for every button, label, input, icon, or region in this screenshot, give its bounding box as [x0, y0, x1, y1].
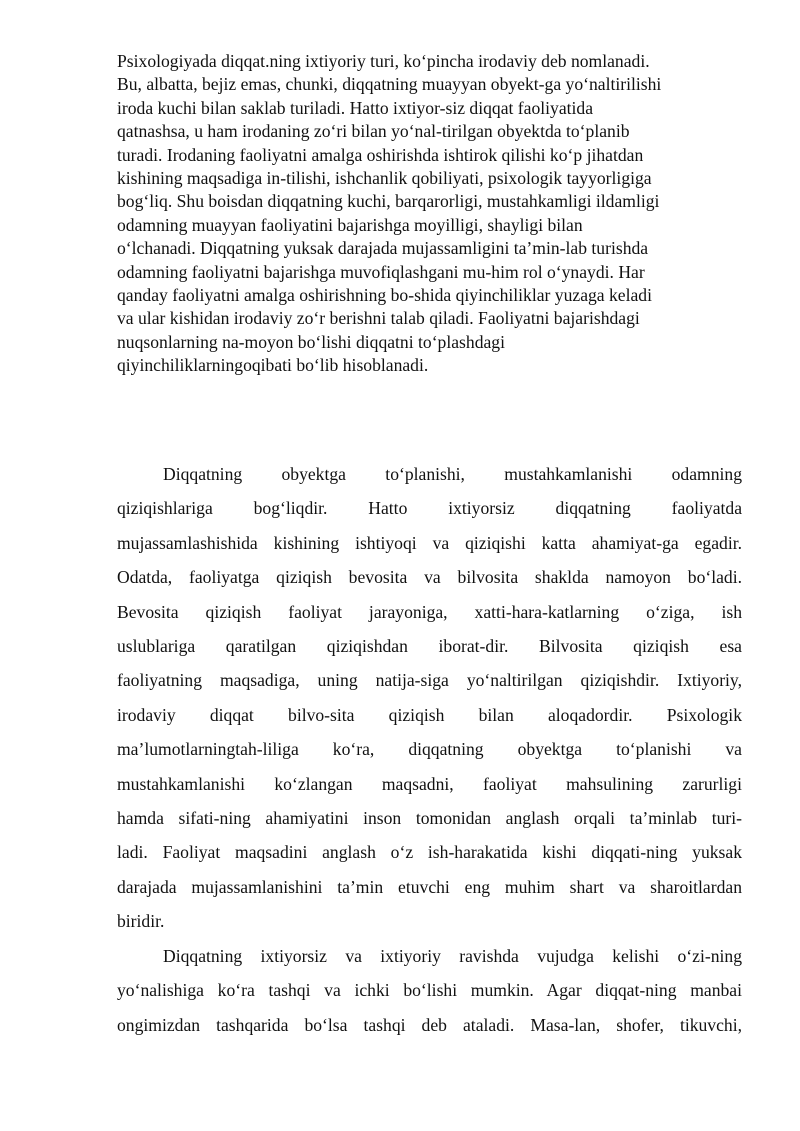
text-line: odamning faoliyatni bajarishga muvofiqlashgani mu-him rol o‘ynaydi. Har — [117, 261, 645, 282]
text-line: biridir. — [117, 911, 165, 932]
text-line: faoliyatning maqsadiga, uning natija-siga yo‘naltirilgan qiziqishdir. Ixtiyoriy, — [117, 670, 742, 691]
text-line: Diqqatning obyektga to‘planishi, mustahkamlanishi odamning — [163, 464, 742, 484]
text-line: qiyinchiliklarningoqibati bo‘lib hisoblanadi. — [117, 355, 429, 376]
paragraph-3 — [117, 939, 742, 1042]
text-line: Diqqatning ixtiyorsiz va ixtiyoriy ravishda vujudga kelishi o‘zi-ning — [163, 946, 742, 966]
text-line: ongimizdan tashqarida bo‘lsa tashqi deb ataladi. Masa-lan, shofer, tikuvchi, — [117, 1014, 742, 1035]
text-line: Bu, albatta, bejiz emas, chunki, diqqatning muayyan obyekt-ga yo‘naltirilishi — [117, 74, 662, 95]
text-line: Bevosita qiziqish faoliyat jarayoniga, xatti-hara-katlarning o‘ziga, ish — [117, 601, 742, 622]
text-line: ladi. Faoliyat maqsadini anglash o‘z ish-harakatida kishi diqqati-ning yuksak — [117, 842, 742, 863]
text-line: mustahkamlanishi ko‘zlangan maqsadni, faoliyat mahsulining zarurligi — [117, 773, 742, 794]
text-line: darajada mujassamlanishini ta’min etuvchi eng muhim shart va sharoitlardan — [117, 876, 742, 897]
text-line: bog‘liq. Shu boisdan diqqatning kuchi, barqarorligi, mustahkamligi ildamligi — [117, 191, 660, 212]
text-line: va ular kishidan irodaviy zo‘r berishni talab qiladi. Faoliyatni bajarishdagi — [117, 308, 640, 329]
text-line: odamning muayyan faoliyatini bajarishga moyilligi, shayligi bilan — [117, 214, 583, 235]
text-line: qiziqishlariga bog‘liqdir. Hatto ixtiyorsiz diqqatning faoliyatda — [117, 498, 742, 519]
text-line: uslublariga qaratilgan qiziqishdan iborat-dir. Bilvosita qiziqish esa — [117, 636, 742, 657]
text-line: ma’lumotlarningtah-liliga ko‘ra, diqqatning obyektga to‘planishi va — [117, 739, 742, 760]
text-line: iroda kuchi bilan saklab turiladi. Hatto ixtiyor-siz diqqat faoliyatida — [117, 97, 594, 118]
text-line: mujassamlashishida kishining ishtiyoqi va qiziqishi katta ahamiyat-ga egadir. — [117, 532, 742, 553]
paragraph-2 — [117, 457, 742, 939]
text-line: turadi. Irodaning faoliyatni amalga oshirishda ishtirok qilishi ko‘p jihatdan — [117, 144, 644, 165]
text-line: Odatda, faoliyatga qiziqish bevosita va bilvosita shaklda namoyon bo‘ladi. — [117, 567, 742, 588]
text-line: irodaviy diqqat bilvo-sita qiziqish bilan aloqadordir. Psixologik — [117, 704, 742, 725]
text-line: qatnashsa, u ham irodaning zo‘ri bilan yo‘nal-tirilgan obyektda to‘planib — [117, 121, 630, 142]
text-line: o‘lchanadi. Diqqatning yuksak darajada mujassamligini ta’min-lab turishda — [117, 238, 649, 259]
text-line: kishining maqsadiga in-tilishi, ishchanlik qobiliyati, psixologik tayyorligiga — [117, 168, 652, 189]
text-line: yo‘nalishiga ko‘ra tashqi va ichki bo‘lishi mumkin. Agar diqqat-ning manbai — [117, 980, 742, 1001]
text-line: qanday faoliyatni amalga oshirishning bo-shida qiyinchiliklar yuzaga keladi — [117, 285, 652, 306]
text-line: Psixologiyada diqqat.ning ixtiyoriy turi, ko‘pincha irodaviy deb nomlanadi. — [117, 51, 650, 71]
text-line: hamda sifati-ning ahamiyatini inson tomonidan anglash orqali ta’minlab turi- — [117, 808, 742, 829]
paragraph-1 — [117, 50, 757, 378]
text-line: nuqsonlarning na-moyon bo‘lishi diqqatni to‘plashdagi — [117, 331, 505, 352]
